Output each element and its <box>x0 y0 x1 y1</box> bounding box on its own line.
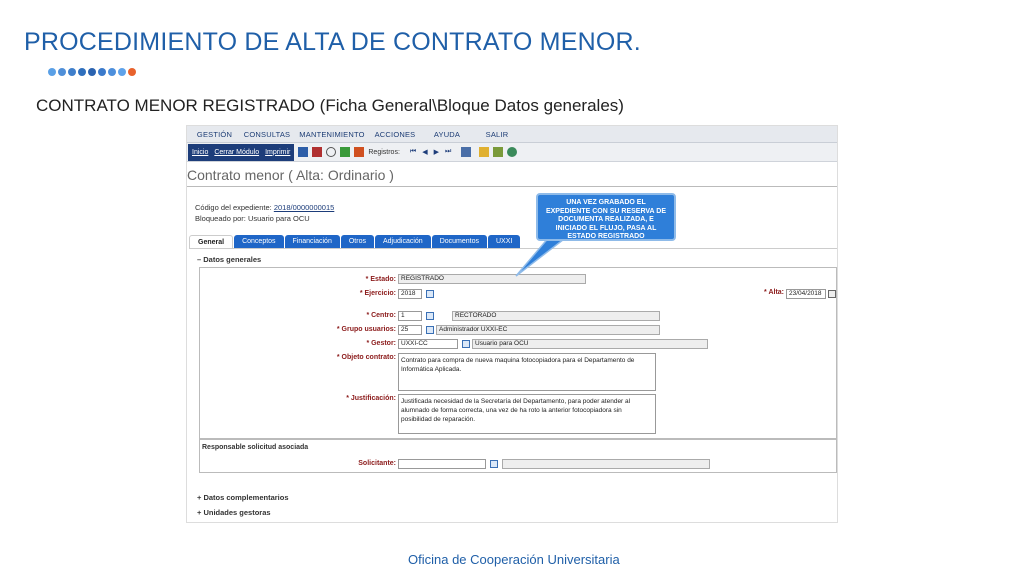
grupo-code-field[interactable]: 25 <box>398 325 422 335</box>
last-record-icon[interactable]: ⏭ <box>444 148 452 155</box>
prev-record-icon[interactable]: ◀ <box>422 149 428 156</box>
app-screenshot <box>186 125 838 523</box>
grupo-label: * Grupo usuarios: <box>336 326 396 333</box>
menu-gestion[interactable]: GESTIÓN <box>196 129 233 139</box>
estado-field: REGISTRADO <box>398 274 586 284</box>
decor-dot <box>58 68 66 76</box>
responsable-frame <box>199 439 837 473</box>
new-record-icon[interactable] <box>340 147 350 157</box>
next-record-icon[interactable]: ▶ <box>433 149 439 156</box>
justificacion-label: * Justificación: <box>346 395 396 402</box>
solicitante-label: Solicitante: <box>358 460 396 467</box>
expand-icon: + <box>197 508 204 517</box>
gestor-name-field: Usuario para OCU <box>472 339 708 349</box>
tab-adjudicacion[interactable]: Adjudicación <box>375 235 431 248</box>
imprimir-link[interactable]: Imprimir <box>265 148 291 156</box>
ejercicio-field[interactable]: 2018 <box>398 289 422 299</box>
divider <box>187 186 838 187</box>
gestor-label: * Gestor: <box>366 340 396 347</box>
menu-ayuda[interactable]: AYUDA <box>433 129 461 139</box>
decor-dot <box>68 68 76 76</box>
grupo-name-field: Administrador UXXI-EC <box>436 325 660 335</box>
menu-salir[interactable]: SALIR <box>485 129 509 139</box>
solicitante-name-field <box>502 459 710 469</box>
solicitante-lookup-icon[interactable] <box>490 460 498 468</box>
first-record-icon[interactable]: ⏮ <box>409 148 417 155</box>
footer-text: Oficina de Cooperación Universitaria <box>408 552 620 567</box>
menu-consultas[interactable]: CONSULTAS <box>243 129 291 139</box>
menu-acciones[interactable]: ACCIONES <box>374 129 416 139</box>
alta-label: * Alta: <box>764 289 784 296</box>
registros-label: Registros: <box>368 148 400 156</box>
justificacion-textarea[interactable]: Justificada necesidad de la Secretaría del Departamento, para poder atender al alumnado de forma correcta, una vez de ha roto la anterior fotocopiadora sin posibilidad de reparación. <box>398 394 656 434</box>
calendar-icon[interactable] <box>426 290 434 298</box>
collapse-icon: – <box>197 255 204 264</box>
delete-icon[interactable] <box>354 147 364 157</box>
tab-otros[interactable]: Otros <box>341 235 374 248</box>
tab-financiacion[interactable]: Financiación <box>285 235 340 248</box>
menu-mantenimiento[interactable]: MANTENIMIENTO <box>299 129 365 139</box>
decor-dot <box>128 68 136 76</box>
folder-icon[interactable] <box>479 147 489 157</box>
form-title: Contrato menor ( Alta: Ordinario ) <box>187 167 394 183</box>
save-exit-icon[interactable] <box>312 147 322 157</box>
menu-bar <box>187 126 837 143</box>
decor-dot <box>88 68 96 76</box>
decor-dot <box>98 68 106 76</box>
decor-dot <box>48 68 56 76</box>
tab-documentos[interactable]: Documentos <box>432 235 487 248</box>
solicitante-field[interactable] <box>398 459 486 469</box>
decor-dot <box>78 68 86 76</box>
codigo-label: Código del expediente: <box>195 203 272 212</box>
slide-title: PROCEDIMIENTO DE ALTA DE CONTRATO MENOR. <box>24 28 641 56</box>
datos-generales-header[interactable]: – Datos generales <box>197 255 262 264</box>
tab-bar <box>189 235 520 248</box>
ejercicio-label: * Ejercicio: <box>359 290 396 297</box>
gestor-code-field[interactable]: UXXI-CC <box>398 339 458 349</box>
objeto-textarea[interactable]: Contrato para compra de nueva maquina fotocopiadora para el Departamento de Informática Aplicada. <box>398 353 656 391</box>
decor-dot <box>108 68 116 76</box>
decor-dot <box>118 68 126 76</box>
responsable-header: Responsable solicitud asociada <box>202 444 309 451</box>
decorative-dots <box>48 68 136 76</box>
toolbar <box>187 143 837 162</box>
datos-complementarios-header[interactable]: + Datos complementarios <box>197 493 289 502</box>
centro-name-field: RECTORADO <box>452 311 660 321</box>
bloqueado-text: Bloqueado por: Usuario para OCU <box>195 214 310 223</box>
callout-pointer <box>510 236 570 282</box>
datos-generales-frame <box>199 267 837 439</box>
estado-label: * Estado: <box>365 276 396 283</box>
grid-icon[interactable] <box>461 147 471 157</box>
tab-general[interactable]: General <box>189 235 233 248</box>
slide-subtitle: CONTRATO MENOR REGISTRADO (Ficha General\Bloque Datos generales) <box>36 96 624 115</box>
gestor-lookup-icon[interactable] <box>462 340 470 348</box>
objeto-label: * Objeto contrato: <box>336 354 396 361</box>
centro-label: * Centro: <box>366 312 396 319</box>
callout-box: UNA VEZ GRABADO EL EXPEDIENTE CON SU RESERVA DE DOCUMENTA REALIZADA, E INICIADO EL FLUJO, PASA AL ESTADO REGISTRADO <box>536 193 676 241</box>
nav-links <box>188 144 294 161</box>
general-panel <box>189 248 837 520</box>
search-icon[interactable] <box>326 147 336 157</box>
inicio-link[interactable]: Inicio <box>192 148 209 156</box>
save-icon[interactable] <box>298 147 308 157</box>
expediente-info <box>195 202 334 224</box>
alta-field[interactable]: 23/04/2018 <box>786 289 826 299</box>
expand-icon: + <box>197 493 204 502</box>
tools-icon[interactable] <box>493 147 503 157</box>
settings-icon[interactable] <box>507 147 517 157</box>
tab-uxxi[interactable]: UXXI <box>488 235 520 248</box>
centro-code-field[interactable]: 1 <box>398 311 422 321</box>
tab-conceptos[interactable]: Conceptos <box>234 235 283 248</box>
date-picker-icon[interactable] <box>828 290 836 298</box>
grupo-lookup-icon[interactable] <box>426 326 434 334</box>
unidades-gestoras-header[interactable]: + Unidades gestoras <box>197 508 271 517</box>
codigo-link[interactable]: 2018/0000000015 <box>273 203 335 212</box>
cerrar-modulo-link[interactable]: Cerrar Módulo <box>214 148 260 156</box>
centro-lookup-icon[interactable] <box>426 312 434 320</box>
